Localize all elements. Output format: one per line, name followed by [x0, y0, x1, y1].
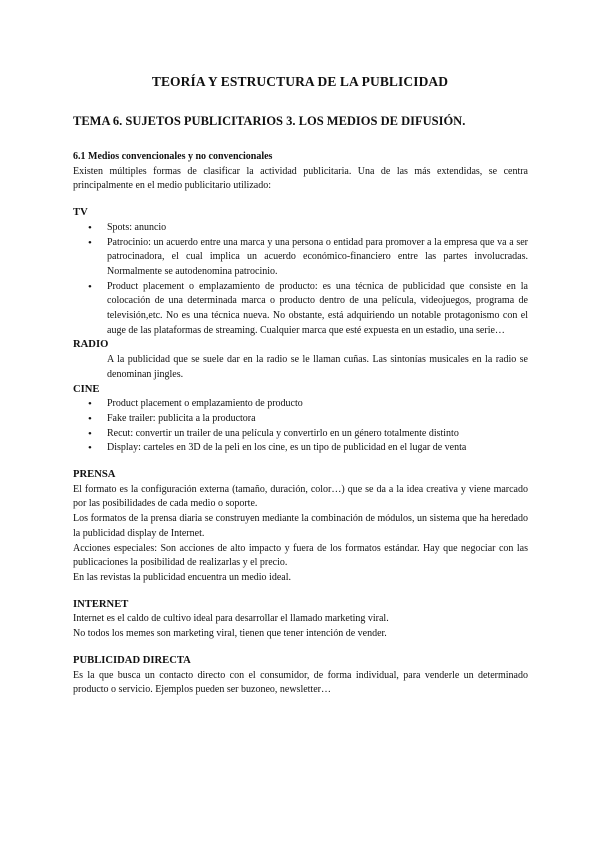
publicidad-directa-text: Es la que busca un contacto directo con el consumidor, de forma individual, para venderle un determinado producto o servicio. Ejemplos pueden ser buzoneo, newsletter…	[73, 669, 528, 696]
publicidad-directa-heading: PUBLICIDAD DIRECTA	[73, 654, 191, 666]
prensa-paragraph: Los formatos de la prensa diaria se construyen mediante la combinación de módulos, un sistema que ha heredado la publicidad display de Internet.	[73, 513, 528, 539]
radio-heading: RADIO	[73, 339, 109, 351]
prensa-paragraph: Acciones especiales: Son acciones de alto impacto y fuera de los formatos estándar. Hay que negociar con las publicaciones la posibilidad de realizarlas y el precio.	[73, 542, 528, 569]
tv-list	[73, 221, 528, 339]
document-title: TEORÍA Y ESTRUCTURA DE LA PUBLICIDAD	[151, 74, 449, 89]
topic-heading: TEMA 6. SUJETOS PUBLICITARIOS 3. LOS MEDIOS DE DIFUSIÓN.	[73, 114, 466, 128]
internet-paragraph: No todos los memes son marketing viral, tienen que tener intención de vender.	[73, 628, 387, 640]
cine-heading: CINE	[73, 383, 100, 395]
prensa-paragraph: En las revistas la publicidad encuentra un medio ideal.	[73, 571, 291, 583]
list-item: • Patrocinio: un acuerdo entre una marca y una persona o entidad para promover a la empresa que va a ser patrocinadora, el cual implica un acuerdo económico-financiero entre las partes involucradas. Normalmente se autodenomina patrocinio.	[73, 236, 528, 280]
prensa-heading: PRENSA	[73, 469, 116, 481]
prensa-paragraph: El formato es la configuración externa (tamaño, duración, color…) que se da a la idea creativa y viene marcado por las posibilidades de cada medio o soporte.	[73, 483, 528, 510]
radio-text: A la publicidad que se suele dar en la radio se le llaman cuñas. Las sintonías musicales en la radio se denominan jingles.	[107, 354, 528, 380]
list-item: • Spots: anuncio	[73, 221, 528, 236]
list-item: • Product placement o emplazamiento de producto	[73, 397, 528, 412]
internet-paragraph: Internet es el caldo de cultivo ideal para desarrollar el llamado marketing viral.	[73, 613, 389, 625]
cine-list	[73, 397, 528, 456]
internet-heading: INTERNET	[73, 598, 129, 610]
section-intro: Existen múltiples formas de clasificar la actividad publicitaria. Una de las más extendidas, se centra principalmente en el medio publicitario utilizado:	[73, 165, 528, 192]
list-item: • Fake trailer: publicita a la productora	[73, 412, 528, 427]
section-heading: 6.1 Medios convencionales y no convencionales	[73, 151, 273, 162]
list-item: • Product placement o emplazamiento de producto: es una técnica de publicidad que consiste en la colocación de una determinada marca o producto dentro de una película, videojuegos, programa de televisión,etc. No es una técnica nueva. No obstante, está adquiriendo un notable protagonismo con el auge de las plataformas de streaming. Cualquier marca que esté expuesta en un estadio, una serie…	[73, 280, 528, 339]
list-item: • Display: carteles en 3D de la peli en los cine, es un tipo de publicidad en el lugar de venta	[73, 441, 528, 456]
tv-heading: TV	[73, 207, 88, 219]
document-body	[73, 150, 528, 698]
list-item: • Recut: convertir un trailer de una película y convertirlo en un género totalmente distinto	[73, 427, 528, 442]
